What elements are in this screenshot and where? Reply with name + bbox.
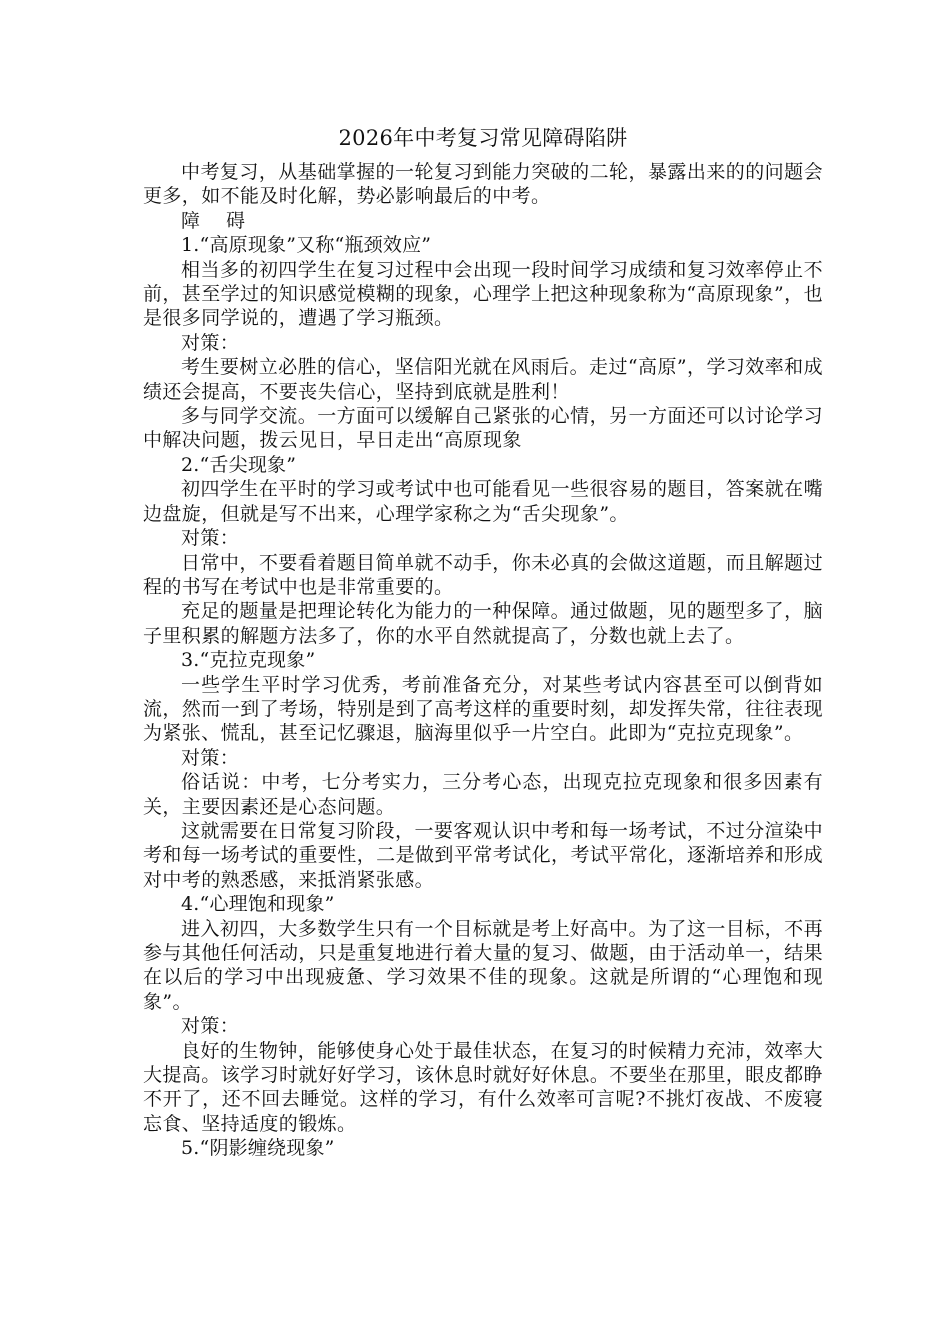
- item-heading: 1.“高原现象”又称“瓶颈效应”: [181, 234, 432, 257]
- strategy-paragraph: 俗话说：中考，七分考实力，三分考心态，出现克拉克现象和很多因素有关，主要因素还是心态问题。: [143, 771, 823, 818]
- document-title: 2026年中考复习常见障碍陷阱: [338, 126, 628, 150]
- item-heading: 3.“克拉克现象”: [181, 649, 316, 672]
- strategy-paragraph: 考生要树立必胜的信心，坚信阳光就在风雨后。走过“高原”，学习效率和成绩还会提高，不要丧失信心，坚持到底就是胜利！: [143, 356, 823, 403]
- strategy-paragraph: 多与同学交流。一方面可以缓解自己紧张的心情，另一方面还可以讨论学习中解决问题，拨云见日，早日走出“高原现象: [143, 405, 823, 452]
- item-description: 进入初四，大多数学生只有一个目标就是考上好高中。为了这一目标，不再参与其他任何活动，只是重复地进行着大量的复习、做题，由于活动单一，结果在以后的学习中出现疲惫、学习效果不佳的现象。这就是所谓的“心理饱和现象”。: [143, 917, 823, 1013]
- item-description: 一些学生平时学习优秀，考前准备充分，对某些考试内容甚至可以倒背如流，然而一到了考场，特别是到了高考这样的重要时刻，却发挥失常，往往表现为紧张、慌乱，甚至记忆骤退，脑海里似乎一片空白。此即为“克拉克现象”。: [143, 673, 823, 745]
- strategy-label: 对策：: [181, 1015, 240, 1038]
- intro-paragraph: 中考复习，从基础掌握的一轮复习到能力突破的二轮，暴露出来的的问题会更多，如不能及时化解，势必影响最后的中考。: [143, 161, 823, 208]
- strategy-paragraph: 充足的题量是把理论转化为能力的一种保障。通过做题，见的题型多了，脑子里积累的解题方法多了，你的水平自然就提高了，分数也就上去了。: [143, 600, 823, 647]
- strategy-paragraph: 良好的生物钟，能够使身心处于最佳状态，在复习的时候精力充沛，效率大大提高。该学习时就好好学习，该休息时就好好休息。不要坐在那里，眼皮都睁不开了，还不回去睡觉。这样的学习，有什么效率可言呢?不挑灯夜战、不废寝忘食、坚持适度的锻炼。: [143, 1039, 823, 1135]
- item-heading: 4.“心理饱和现象”: [181, 893, 335, 916]
- document-body: [143, 124, 823, 1161]
- strategy-label: 对策：: [181, 331, 240, 354]
- section-label: 障 碍: [181, 209, 256, 232]
- strategy-paragraph: 日常中，不要看着题目简单就不动手，你未必真的会做这道题，而且解题过程的书写在考试中也是非常重要的。: [143, 551, 823, 598]
- strategy-label: 对策：: [181, 746, 240, 769]
- strategy-label: 对策：: [181, 527, 240, 550]
- item-heading: 2.“舌尖现象”: [181, 453, 297, 476]
- strategy-paragraph: 这就需要在日常复习阶段，一要客观认识中考和每一场考试，不过分渲染中考和每一场考试的重要性，二是做到平常考试化，考试平常化，逐渐培养和形成对中考的熟悉感，来抵消紧张感。: [143, 819, 823, 891]
- item-description: 相当多的初四学生在复习过程中会出现一段时间学习成绩和复习效率停止不前，甚至学过的知识感觉模糊的现象，心理学上把这种现象称为“高原现象”，也是很多同学说的，遭遇了学习瓶颈。: [143, 258, 823, 330]
- item-description: 初四学生在平时的学习或考试中也可能看见一些很容易的题目，答案就在嘴边盘旋，但就是写不出来，心理学家称之为“舌尖现象”。: [143, 478, 823, 525]
- item-heading: 5.“阴影缠绕现象”: [181, 1137, 335, 1160]
